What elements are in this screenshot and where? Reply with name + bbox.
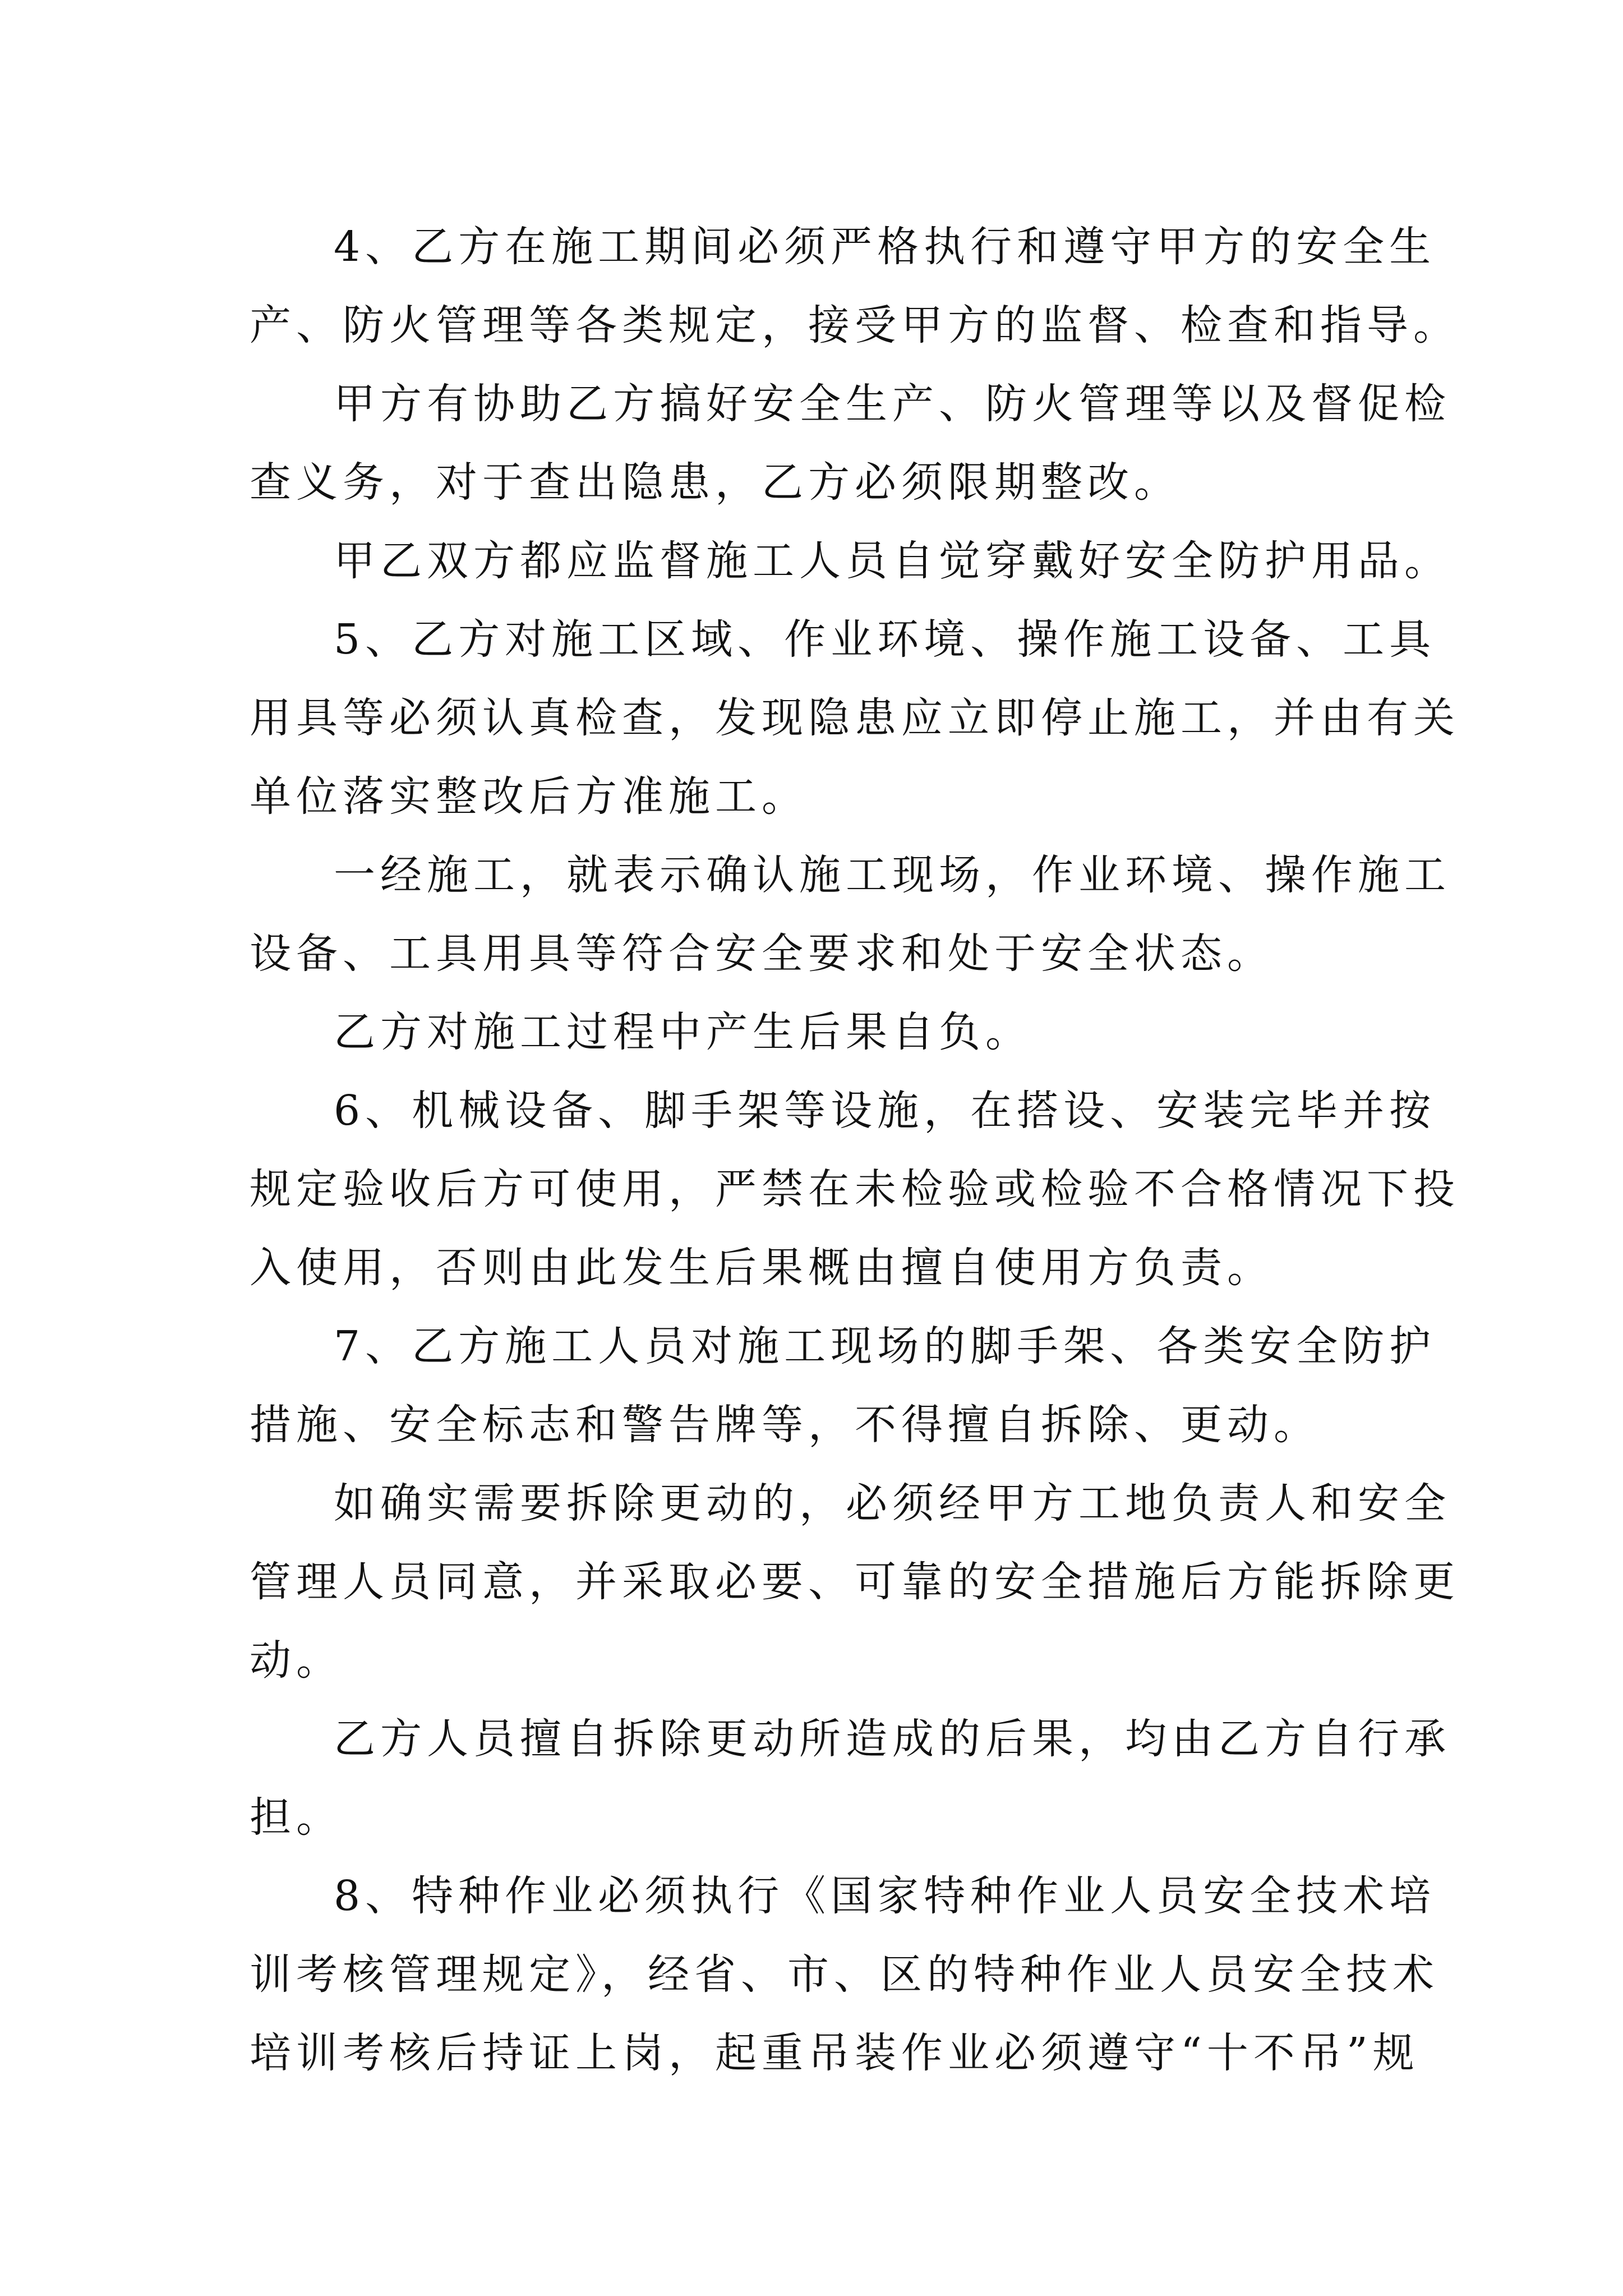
text-line: 入使用，否则由此发生后果概由擅自使用方负责。: [250, 1244, 1274, 1292]
text-line: 甲乙双方都应监督施工人员自觉穿戴好安全防护用品。: [334, 537, 1451, 585]
text-line: 规定验收后方可使用，严禁在未检验或检验不合格情况下投: [250, 1165, 1460, 1213]
text-line: 措施、安全标志和警告牌等，不得擅自拆除、更动。: [250, 1401, 1320, 1449]
text-line: 产、防火管理等各类规定，接受甲方的监督、检查和指导。: [250, 301, 1460, 349]
text-line: 培训考核后持证上岗，起重吊装作业必须遵守“十不吊”规: [250, 2029, 1419, 2077]
text-line: 4、乙方在施工期间必须严格执行和遵守甲方的安全生: [334, 223, 1436, 271]
text-line: 用具等必须认真检查，发现隐患应立即停止施工，并由有关: [250, 694, 1460, 742]
text-line: 查义务，对于查出隐患，乙方必须限期整改。: [250, 458, 1181, 507]
text-line: 如确实需要拆除更动的，必须经甲方工地负责人和安全: [334, 1479, 1451, 1527]
text-line: 一经施工，就表示确认施工现场，作业环境、操作施工: [334, 851, 1451, 899]
text-line: 管理人员同意，并采取必要、可靠的安全措施后方能拆除更: [250, 1558, 1460, 1606]
text-line: 8、特种作业必须执行《国家特种作业人员安全技术培: [334, 1872, 1436, 1920]
text-line: 设备、工具用具等符合安全要求和处于安全状态。: [250, 930, 1274, 978]
text-line: 7、乙方施工人员对施工现场的脚手架、各类安全防护: [334, 1322, 1436, 1370]
text-line: 5、乙方对施工区域、作业环境、操作施工设备、工具: [334, 615, 1436, 664]
text-line: 乙方人员擅自拆除更动所造成的后果，均由乙方自行承: [334, 1715, 1451, 1763]
text-line: 6、机械设备、脚手架等设施，在搭设、安装完毕并按: [334, 1087, 1436, 1135]
text-line: 动。: [250, 1636, 343, 1685]
text-line: 训考核管理规定》，经省、市、区的特种作业人员安全技术: [250, 1950, 1439, 1999]
text-line: 单位落实整改后方准施工。: [250, 772, 808, 821]
text-line: 担。: [250, 1793, 343, 1842]
text-line: 乙方对施工过程中产生后果自负。: [334, 1008, 1032, 1056]
text-line: 甲方有协助乙方搞好安全生产、防火管理等以及督促检: [334, 380, 1451, 428]
